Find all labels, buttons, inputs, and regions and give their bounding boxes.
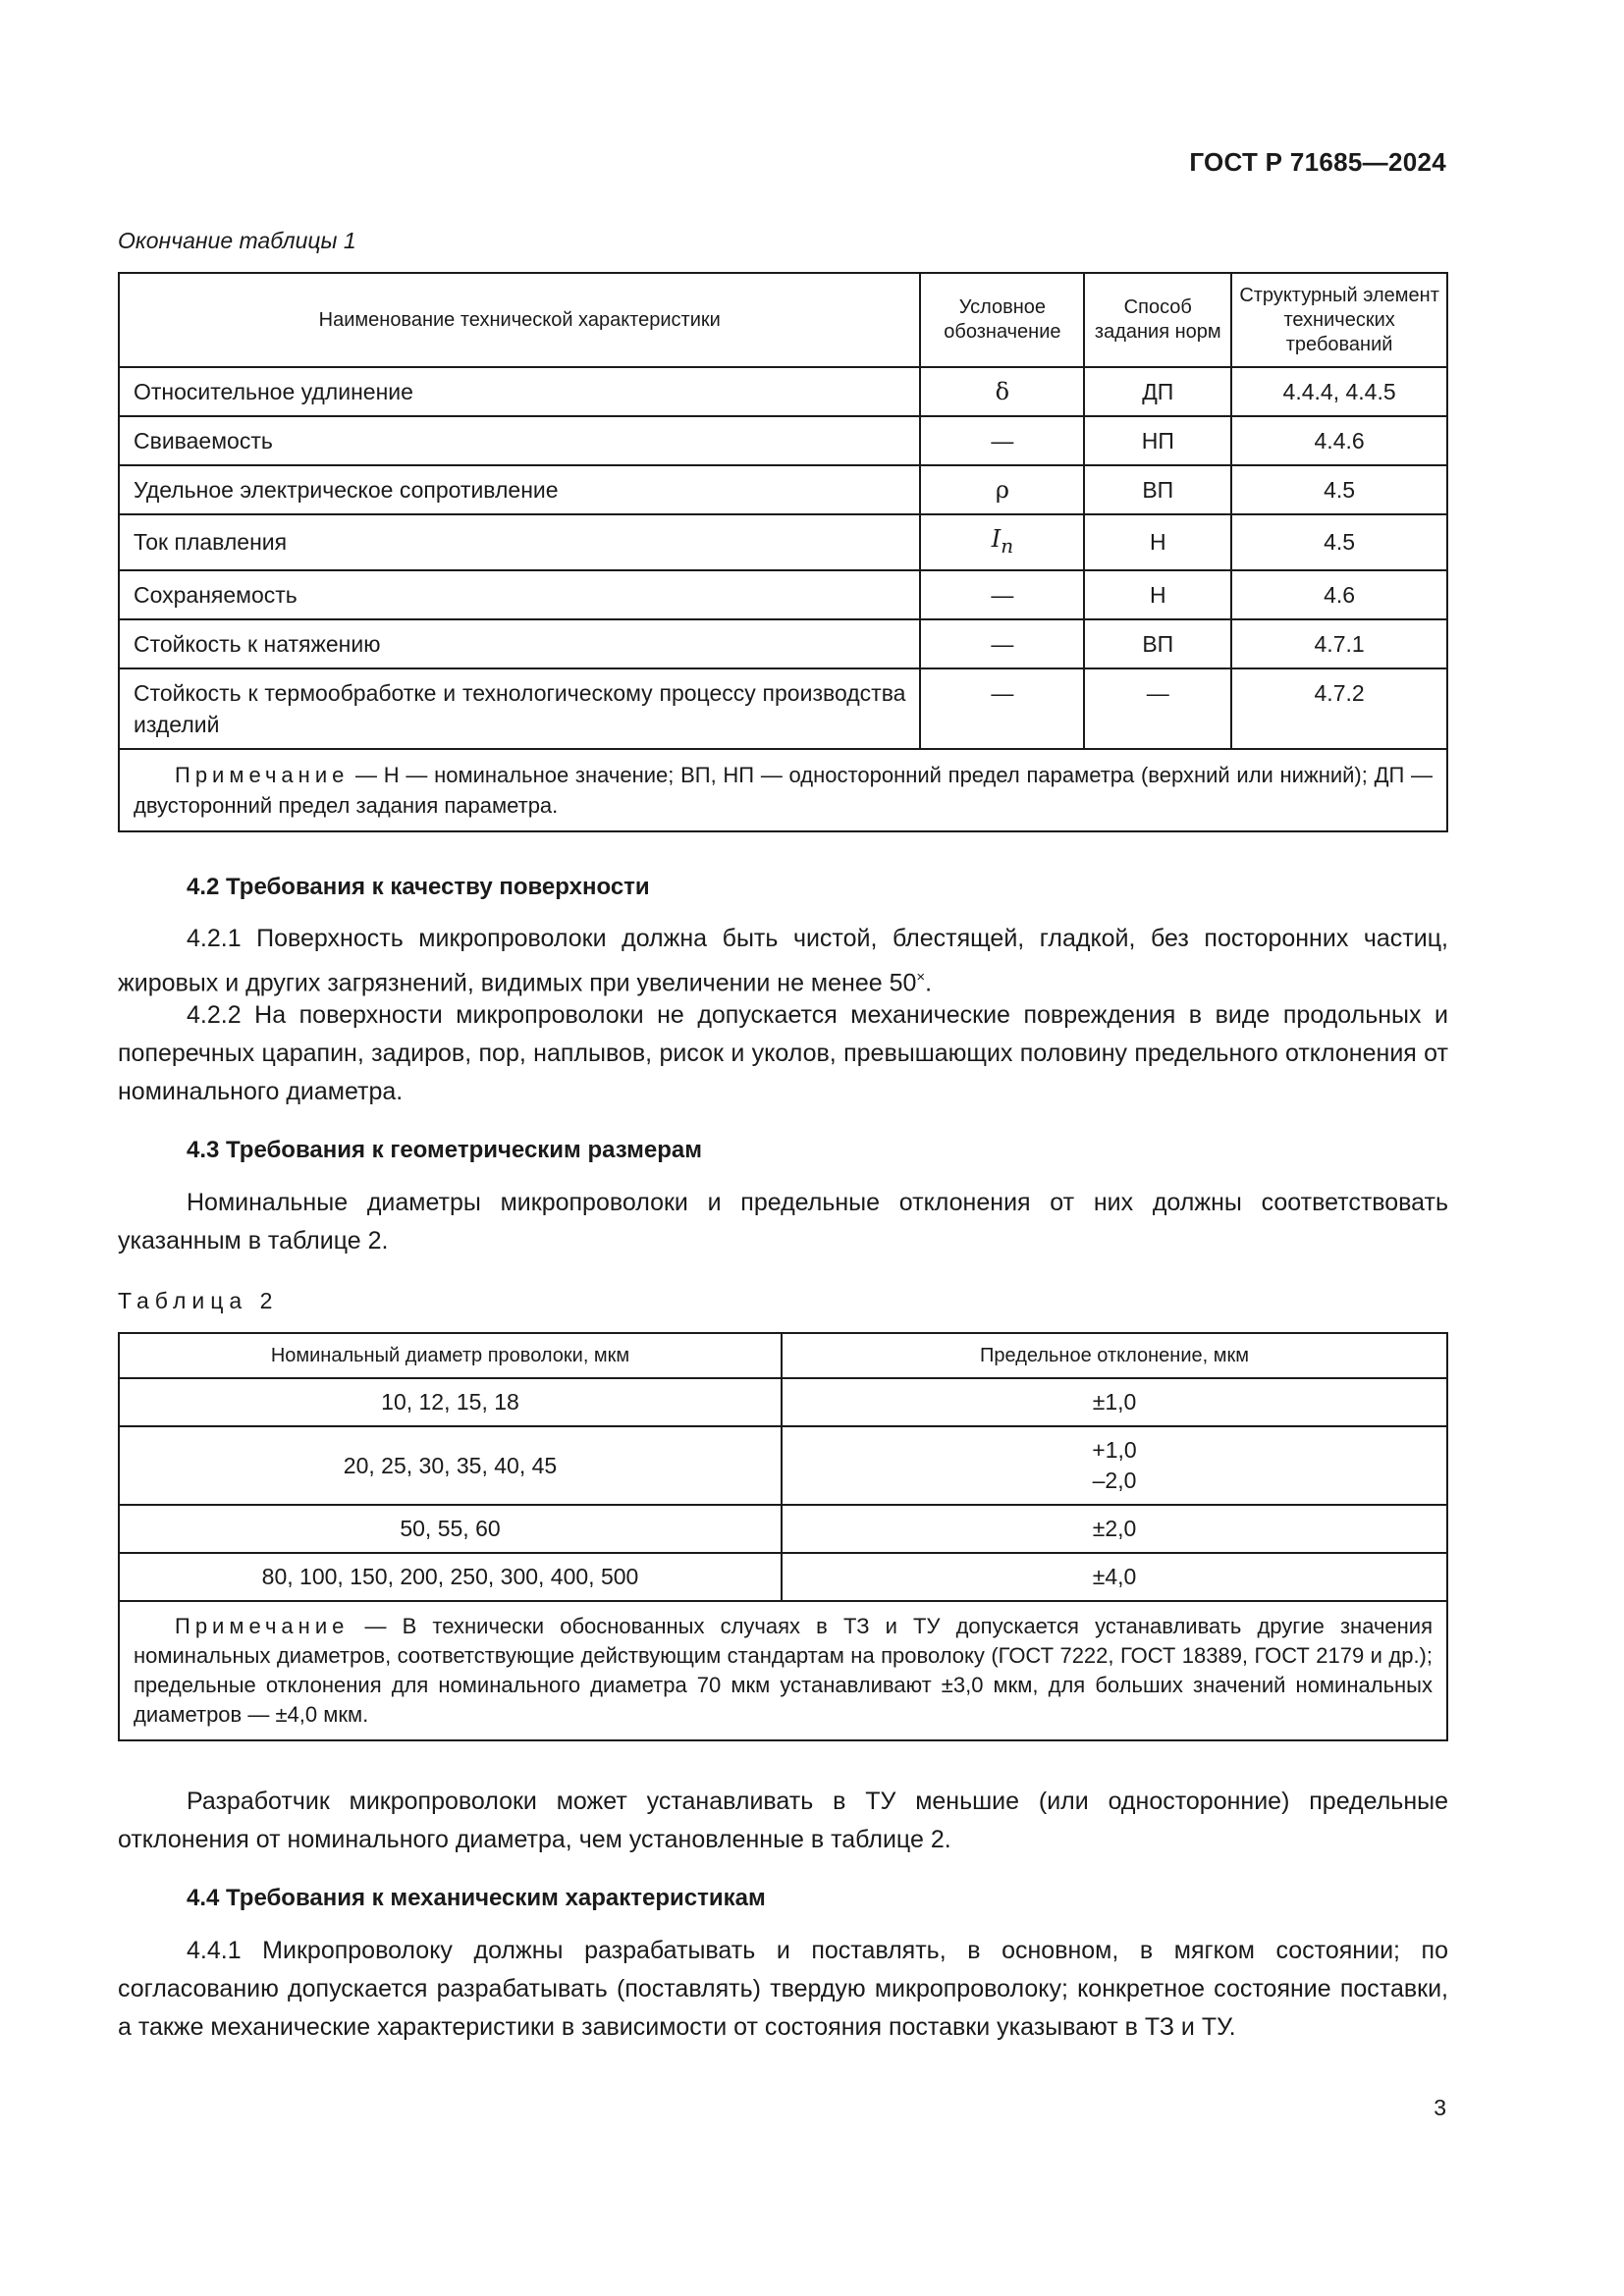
row-method: ВП (1084, 465, 1231, 514)
paragraph-end: . (925, 969, 933, 997)
table-row (119, 1426, 1447, 1505)
row-name: Ток плавления (119, 514, 920, 570)
table2 (118, 1332, 1448, 1741)
table-row (119, 570, 1447, 619)
paragraph-4-3: Номинальные диаметры микропроволоки и предельные отклонения от них должны соответствовать указанным в таблице 2. (118, 1189, 1448, 1255)
paragraph-after-table2: Разработчик микропроволоки может устанавливать в ТУ меньшие (или односторонние) предельные отклонения от номинального диаметра, чем установленные в таблице 2. (118, 1788, 1448, 1853)
table2-header-row (119, 1333, 1447, 1378)
row-symbol: — (920, 619, 1084, 668)
row-element: 4.6 (1231, 570, 1447, 619)
row-method: Н (1084, 514, 1231, 570)
row-name: Свиваемость (119, 416, 920, 465)
table1-col-name: Наименование технической характеристики (119, 273, 920, 367)
row-method: Н (1084, 570, 1231, 619)
document-code: ГОСТ Р 71685—2024 (1189, 147, 1446, 177)
magnification-sign: × (916, 969, 926, 986)
row-deviation: ±2,0 (782, 1505, 1447, 1553)
row-name: Удельное электрическое сопротивление (119, 465, 920, 514)
table1-col-element: Структурный элемент технических требований (1231, 273, 1447, 367)
table-row (119, 416, 1447, 465)
paragraph-4-4-1: 4.4.1 Микропроволоку должны разрабатывать и поставлять, в основном, в мягком состоянии; по согласованию допускается разрабатывать (поставлять) твердую микропроволоку; конкретное состояние поставки, а также механические характеристики в зависимости от состояния поставки указывают в ТЗ и ТУ. (118, 1937, 1448, 2041)
table-row (119, 514, 1447, 570)
row-diameters: 10, 12, 15, 18 (119, 1378, 782, 1426)
row-deviation (782, 1426, 1447, 1505)
row-deviation: ±4,0 (782, 1553, 1447, 1601)
row-method: — (1084, 668, 1231, 749)
table2-col-diameter: Номинальный диаметр проволоки, мкм (119, 1333, 782, 1378)
row-method: ДП (1084, 367, 1231, 416)
paragraph-text: 4.2.1 Поверхность микропроволоки должна быть чистой, блестящей, гладкой, без посторонних частиц, жировых и других загрязнений, видимых при увеличении не менее 50 (118, 925, 1448, 997)
row-symbol: — (920, 668, 1084, 749)
section-4-3-heading: 4.3 Требования к геометрическим размерам (187, 1137, 702, 1163)
symbol-subscript: n (1001, 533, 1014, 558)
row-symbol: δ (920, 367, 1084, 416)
table2-note-row (119, 1601, 1447, 1740)
row-element: 4.5 (1231, 514, 1447, 570)
table1-note (119, 749, 1447, 831)
row-method: ВП (1084, 619, 1231, 668)
row-diameters: 50, 55, 60 (119, 1505, 782, 1553)
table1-col-method: Способ задания норм (1084, 273, 1231, 367)
table2-note (119, 1601, 1447, 1740)
row-element: 4.7.2 (1231, 668, 1447, 749)
symbol-main: I (991, 525, 1001, 553)
note-label: Примечание (175, 1614, 350, 1638)
row-diameters: 80, 100, 150, 200, 250, 300, 400, 500 (119, 1553, 782, 1601)
row-element: 4.4.6 (1231, 416, 1447, 465)
table-row (119, 1553, 1447, 1601)
row-element: 4.4.4, 4.4.5 (1231, 367, 1447, 416)
deviation-lower: –2,0 (1092, 1468, 1137, 1493)
note-text: — В технически обоснованных случаях в ТЗ и ТУ допускается устанавливать другие значения номинальных диаметров, соответствующие действующим стандартам на проволоку (ГОСТ 7222, ГОСТ 18389, ГОСТ 2179 и др.); предельные отклонения для номинального диаметра 70 мкм устанавливают ±3,0 мкм, для больших значений номинальных диаметров — ±4,0 мкм. (134, 1614, 1433, 1727)
paragraph-4-2-1 (118, 920, 1448, 1002)
deviation-upper: +1,0 (1092, 1437, 1137, 1463)
table1-col-symbol: Условное обозначение (920, 273, 1084, 367)
row-name: Сохраняемость (119, 570, 920, 619)
table1-note-row (119, 749, 1447, 831)
paragraph-4-2-2: 4.2.2 На поверхности микропроволоки не допускается механические повреждения в виде продольных и поперечных царапин, задиров, пор, наплывов, рисок и уколов, превышающих половину предельного отклонения от номинального диаметра. (118, 1001, 1448, 1105)
row-symbol: ρ (920, 465, 1084, 514)
table-row (119, 367, 1447, 416)
table1 (118, 272, 1448, 832)
note-text: — Н — номинальное значение; ВП, НП — односторонний предел параметра (верхний или нижний); ДП — двусторонний предел задания параметра. (134, 762, 1433, 818)
row-method: НП (1084, 416, 1231, 465)
row-element: 4.5 (1231, 465, 1447, 514)
table2-col-deviation: Предельное отклонение, мкм (782, 1333, 1447, 1378)
table1-header-row (119, 273, 1447, 367)
note-label: Примечание (175, 762, 350, 787)
row-name: Относительное удлинение (119, 367, 920, 416)
table-row (119, 1505, 1447, 1553)
row-deviation: ±1,0 (782, 1378, 1447, 1426)
row-symbol: — (920, 570, 1084, 619)
row-symbol (920, 514, 1084, 570)
page-number: 3 (1434, 2095, 1446, 2120)
table1-caption: Окончание таблицы 1 (118, 228, 356, 253)
section-4-4-heading: 4.4 Требования к механическим характеристикам (187, 1885, 766, 1911)
row-diameters: 20, 25, 30, 35, 40, 45 (119, 1426, 782, 1505)
row-element: 4.7.1 (1231, 619, 1447, 668)
table-row (119, 1378, 1447, 1426)
row-name: Стойкость к термообработке и технологическому процессу производства изделий (119, 668, 920, 749)
section-4-2-heading: 4.2 Требования к качеству поверхности (187, 874, 650, 900)
table-row (119, 619, 1447, 668)
table2-caption: Таблица 2 (118, 1288, 279, 1313)
row-name: Стойкость к натяжению (119, 619, 920, 668)
table-row (119, 465, 1447, 514)
row-symbol: — (920, 416, 1084, 465)
table-row (119, 668, 1447, 749)
